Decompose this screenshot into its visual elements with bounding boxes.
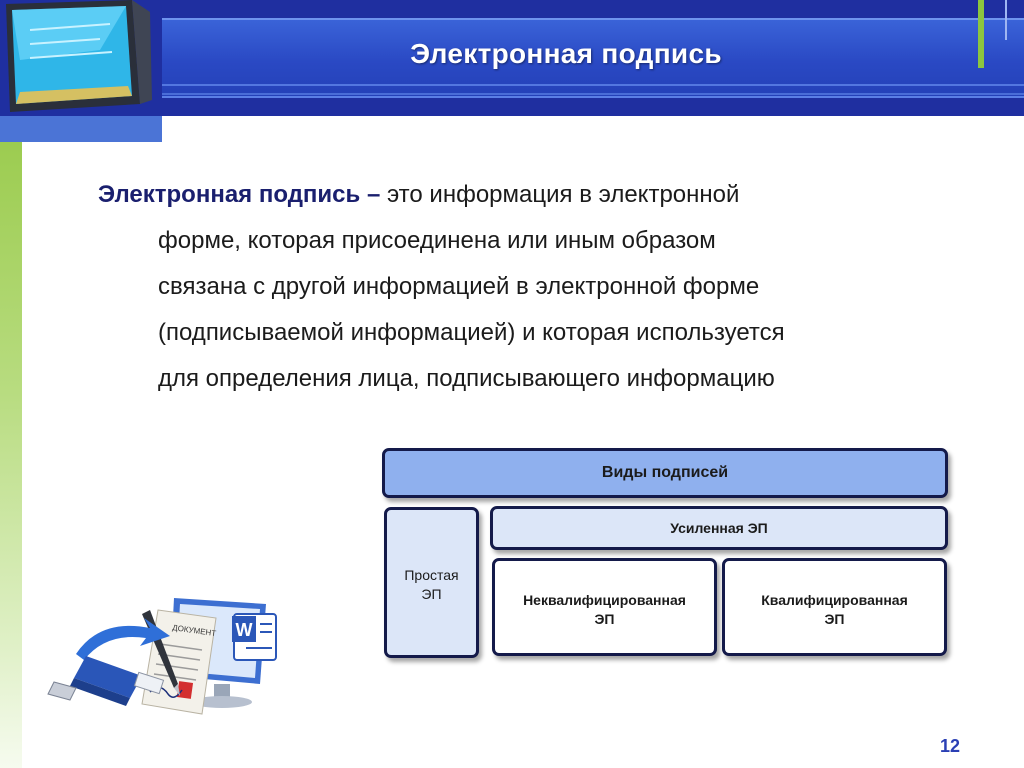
simple-signature-abbr: ЭП: [421, 586, 442, 602]
diagram-root-box: [382, 448, 948, 498]
nonqualified-signature-label: Неквалифицированная: [523, 592, 686, 608]
accent-line: [1005, 0, 1007, 40]
title-bar-line: [162, 93, 1024, 95]
qualified-signature-box: [722, 558, 947, 656]
definition-text: это информация в электронной: [380, 181, 740, 208]
green-accent-bar: [978, 0, 984, 68]
qualified-signature-abbr: ЭП: [824, 611, 845, 627]
left-accent-strip: [0, 142, 22, 768]
nonqualified-signature-abbr: ЭП: [594, 611, 615, 627]
qualified-signature-label: Квалифицированная: [761, 592, 908, 608]
document-word: ДОКУМЕНТ: [171, 623, 217, 639]
signature-clipart: [46, 592, 296, 722]
simple-signature-box: [384, 507, 479, 658]
definition-line: [98, 172, 988, 218]
definition-line: форме, которая присоединена или иным образом: [158, 227, 716, 254]
definition-line: связана с другой информацией в электронной форме: [158, 273, 760, 300]
title-bar-line: [162, 84, 1024, 86]
word-document-icon: [232, 614, 276, 660]
slide-number: 12: [939, 736, 960, 756]
monitor-illustration: [0, 0, 162, 142]
definition-term: Электронная подпись –: [98, 181, 381, 208]
enhanced-signature-label: Усиленная ЭП: [670, 520, 768, 536]
definition-paragraph: [98, 172, 988, 402]
definition-line: (подписываемой информацией) и которая используется: [158, 319, 785, 346]
enhanced-signature-box: [490, 506, 948, 550]
diagram-root-label: Виды подписей: [601, 464, 729, 481]
slide-title: Электронная подпись: [410, 38, 722, 69]
word-letter: W: [235, 620, 253, 640]
definition-line: для определения лица, подписывающего информацию: [158, 365, 775, 392]
simple-signature-label: Простая: [404, 567, 459, 583]
nonqualified-signature-box: [492, 558, 717, 656]
